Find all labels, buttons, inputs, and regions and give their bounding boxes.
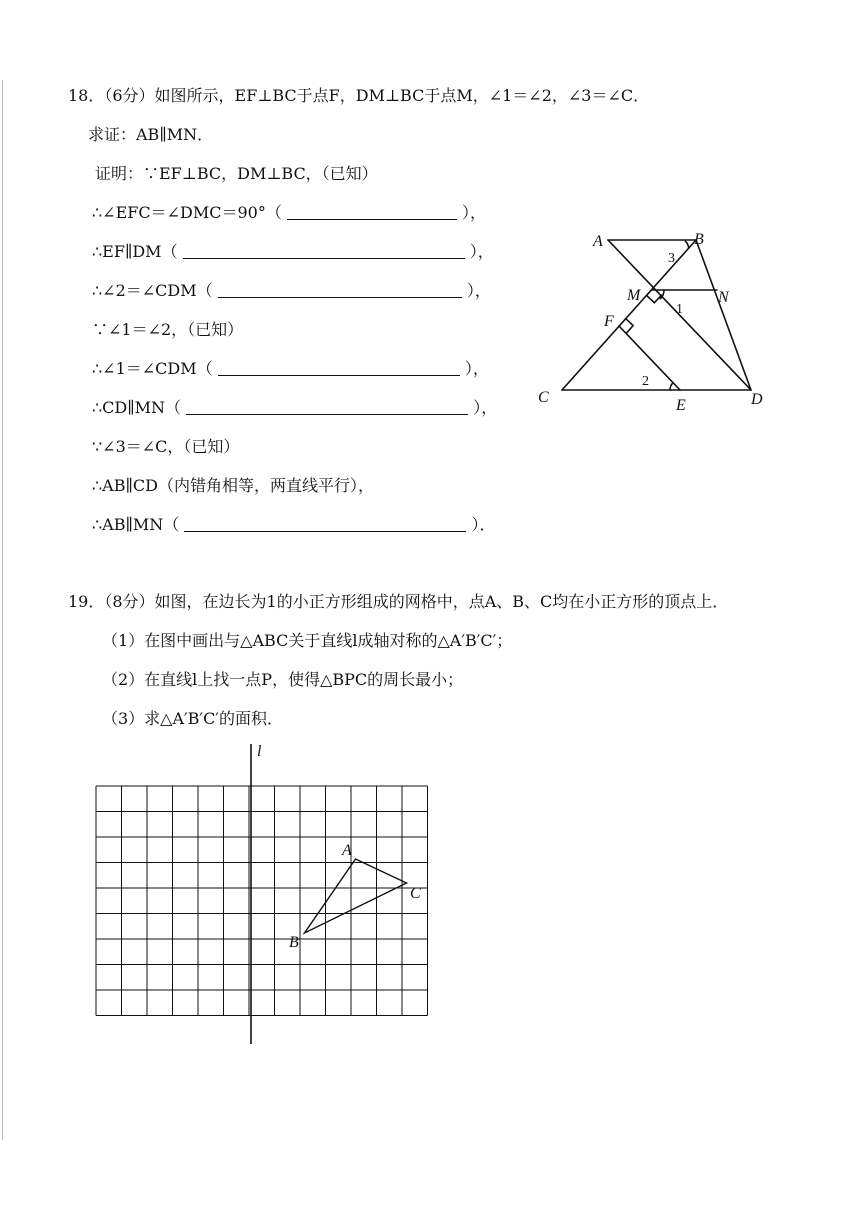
label-M: M [627,287,641,304]
proof-step [92,437,239,457]
proof-step-tail: ）， [464,359,489,378]
proof-step [92,320,243,340]
label-line-l: l [257,743,262,760]
label-D: D [751,391,763,408]
proof-step-tail: ）． [471,515,496,534]
label-N: N [718,289,729,306]
right-angle-mark-M [647,295,662,303]
proof-step-text: ∴CD∥MN（ [92,398,182,417]
segment-FE [619,326,680,390]
grid [96,786,428,1016]
proof-step [92,398,497,418]
proof-step-text: ∴AB∥CD（内错角相等，两直线平行）， [92,476,374,495]
proof-step-text: ∵∠1＝∠2，（已知） [92,320,244,339]
label-point-B: B [289,934,299,951]
q19-grid-figure [90,738,450,1058]
answer-blank[interactable] [186,398,468,415]
answer-blank[interactable] [287,203,457,220]
proof-step-text: ∴∠EFC＝∠DMC＝90°（ [92,203,282,222]
angle-arc-2 [670,383,673,390]
label-point-C: C [410,885,421,902]
q18-proof-intro: 证明：∵EF⊥BC，DM⊥BC，（已知） [95,164,378,183]
label-A: A [593,233,603,250]
proof-step-text: ∴EF∥DM（ [92,242,178,261]
proof-step [92,242,494,262]
proof-step [92,476,374,496]
proof-step [92,515,495,535]
q19-part-1: （1）在图中画出与△ABC关于直线l成轴对称的△A′B′C′； [102,631,513,650]
proof-step-text: ∴∠2＝∠CDM（ [92,281,213,300]
proof-step-text: ∴∠1＝∠CDM（ [92,359,213,378]
proof-step-tail: ）， [473,398,498,417]
q18-header: 18．（6分）如图所示，EF⊥BC于点F，DM⊥BC于点M，∠1＝∠2，∠3＝∠C． [68,86,650,105]
label-E: E [676,397,686,414]
proof-step-text: ∴AB∥MN（ [92,515,180,534]
triangle-ABC [305,859,407,933]
segment-BD [696,240,751,390]
label-B: B [694,231,704,248]
proof-step-tail: ）， [469,242,494,261]
proof-step-tail: ）， [466,281,491,300]
page-left-border [2,80,3,1140]
q19-header: 19．（8分）如图，在边长为1的小正方形组成的网格中，点A、B、C均在小正方形的顶点上． [68,592,729,611]
answer-blank[interactable] [183,242,465,259]
q18-prove-statement: 求证：AB∥MN． [88,125,214,144]
label-C: C [538,389,549,406]
q18-geometry-figure [520,220,800,420]
q19-part-2: （2）在直线l上找一点P，使得△BPC的周长最小； [102,670,464,689]
q19-part-3: （3）求△A′B′C′的面积． [102,709,283,728]
label-angle-2: 2 [642,374,649,389]
label-angle-3: 3 [668,251,675,266]
label-F: F [604,313,614,330]
answer-blank[interactable] [218,281,462,298]
proof-step [92,359,489,379]
right-angle-mark-F [626,319,634,334]
proof-step-tail: ）， [462,203,487,222]
proof-step [92,203,486,223]
answer-blank[interactable] [218,359,460,376]
angle-arc-3 [685,241,688,248]
label-point-A: A [342,842,352,859]
proof-step [92,281,491,301]
label-angle-1: 1 [676,302,683,317]
proof-step-text: ∵∠3＝∠C，（已知） [92,437,240,456]
answer-blank[interactable] [184,515,466,532]
